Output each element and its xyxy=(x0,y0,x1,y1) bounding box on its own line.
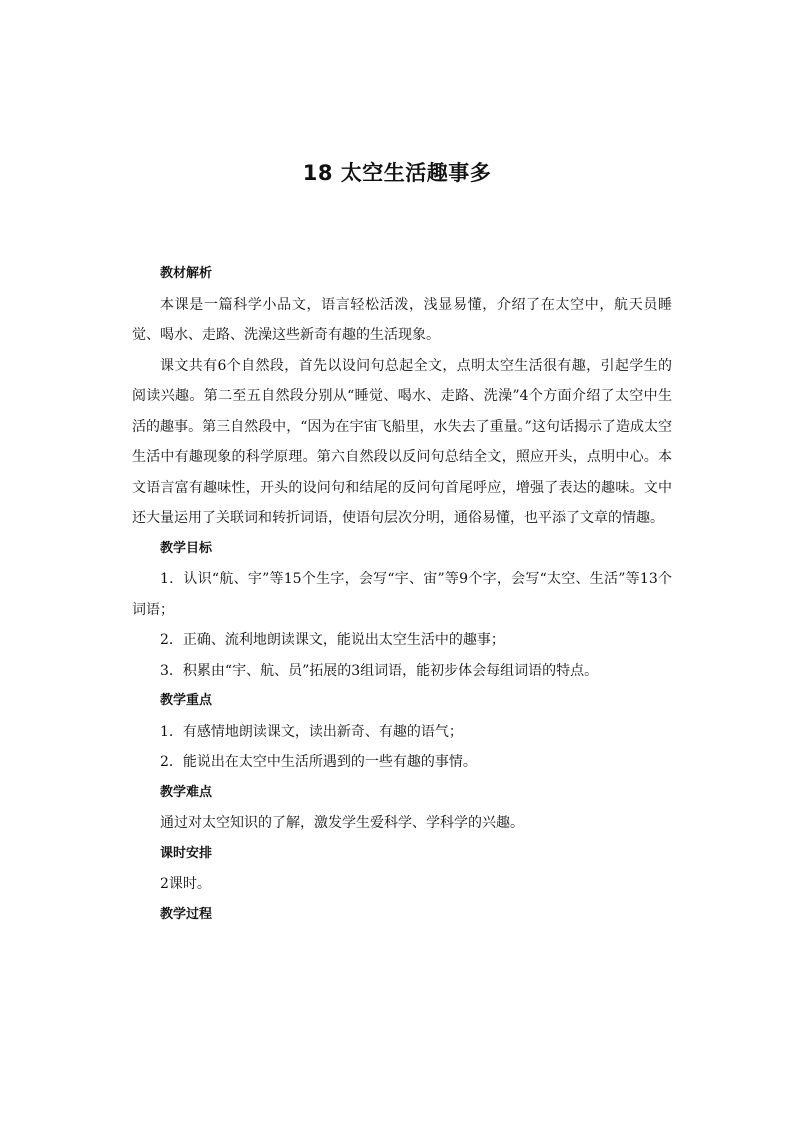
objective-item: 2．正确、流利地朗读课文，能说出太空生活中的趣事； xyxy=(160,632,505,648)
section-heading-schedule: 课时安排 xyxy=(160,845,213,861)
section-heading-objectives: 教学目标 xyxy=(160,540,213,556)
document-body xyxy=(132,259,672,930)
section-heading-process: 教学过程 xyxy=(160,906,213,922)
schedule-text: 2课时。 xyxy=(160,876,211,892)
analysis-paragraph: 课文共有6个自然段，首先以设问句总起全文，点明太空生活很有趣，引起学生的阅读兴趣。第二至五自然段分别从“睡觉、喝水、走路、洗澡”4个方面介绍了太空中生活的趣事。第三自然段中，“因为在宇宙飞船里，水失去了重量。”这句话揭示了造成太空生活中有趣现象的科学原理。第六自然段以反问句总结全文，照应开头，点明中心。本文语言富有趣味性，开头的设问句和结尾的反问句首尾呼应，增强了表达的趣味。文中还大量运用了关联词和转折词语，使语句层次分明，通俗易懂，也平添了文章的情趣。 xyxy=(132,357,672,526)
objective-item: 3．积累由“宇、航、员”拓展的3组词语，能初步体会每组词语的特点。 xyxy=(160,662,599,679)
section-heading-difficulties: 教学难点 xyxy=(160,784,213,800)
section-heading-key-points: 教学重点 xyxy=(160,693,213,708)
document-title: 18 太空生活趣事多 xyxy=(302,161,492,185)
analysis-paragraph: 本课是一篇科学小品文，语言轻松活泼，浅显易懂，介绍了在太空中，航天员睡觉、喝水、走路、洗澡这些新奇有趣的生活现象。 xyxy=(132,296,672,343)
key-point-item: 1．有感情地朗读课文，读出新奇、有趣的语气； xyxy=(160,723,463,740)
difficulty-text: 通过对太空知识的了解，激发学生爱科学、学科学的兴趣。 xyxy=(160,815,524,831)
objective-item: 1．认识“航、宇”等15个生字，会写“宇、宙”等9个字，会写“太空、生活”等13个词语； xyxy=(132,571,672,618)
section-heading-analysis: 教材解析 xyxy=(160,266,213,281)
key-point-item: 2．能说出在太空中生活所遇到的一些有趣的事情。 xyxy=(160,754,477,770)
